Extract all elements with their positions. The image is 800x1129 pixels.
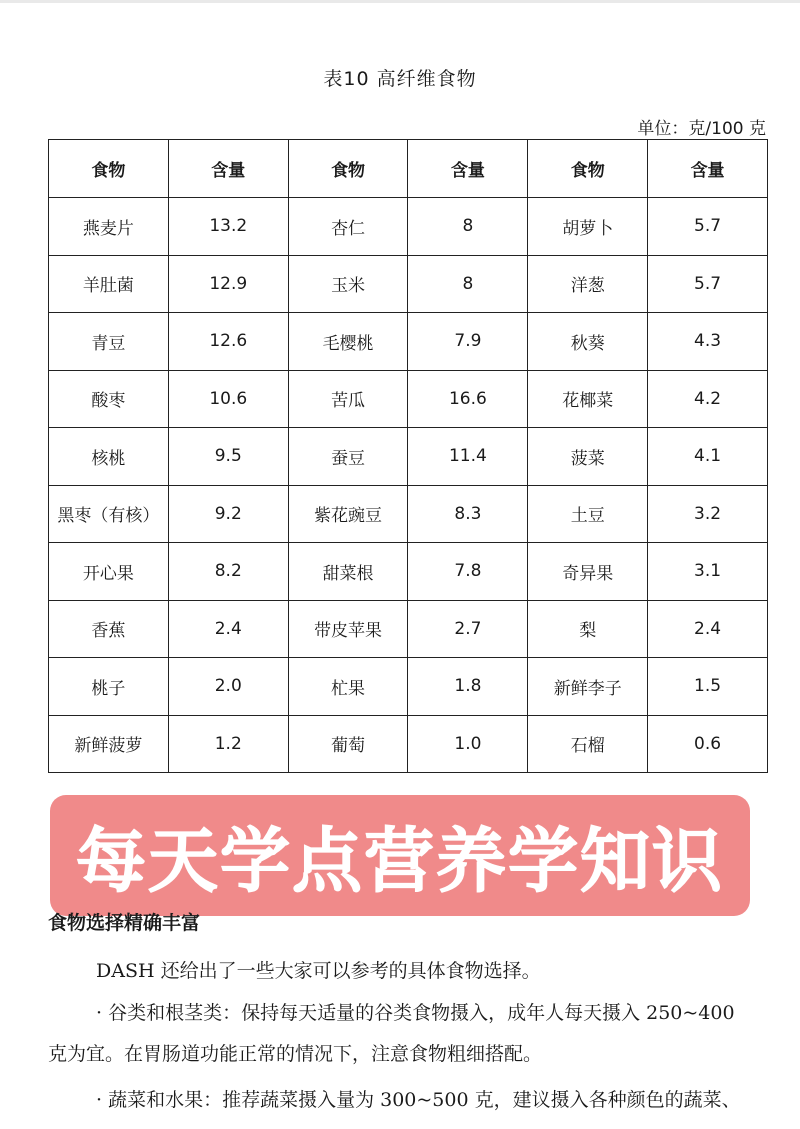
table-cell: 5.7 <box>648 198 768 256</box>
table-cell: 7.8 <box>408 543 528 601</box>
table-header-row <box>49 140 768 198</box>
table-cell: 土豆 <box>528 485 648 543</box>
table-cell: 黑枣（有核） <box>49 485 169 543</box>
table-cell: 13.2 <box>168 198 288 256</box>
table-cell: 8.3 <box>408 485 528 543</box>
table-cell: 青豆 <box>49 313 169 371</box>
table-cell: 梨 <box>528 600 648 658</box>
table-cell: 4.1 <box>648 428 768 486</box>
table-cell: 1.8 <box>408 658 528 716</box>
header-food-2: 食物 <box>288 140 408 198</box>
table-cell: 苦瓜 <box>288 370 408 428</box>
table-row <box>49 255 768 313</box>
table-cell: 杧果 <box>288 658 408 716</box>
table-cell: 玉米 <box>288 255 408 313</box>
header-amount-1: 含量 <box>168 140 288 198</box>
table-cell: 8.2 <box>168 543 288 601</box>
table-cell: 奇异果 <box>528 543 648 601</box>
table-row <box>49 715 768 773</box>
table-row <box>49 428 768 486</box>
table-cell: 菠菜 <box>528 428 648 486</box>
table-row <box>49 485 768 543</box>
fiber-table <box>48 139 768 773</box>
paragraph-intro: DASH 还给出了一些大家可以参考的具体食物选择。 <box>96 960 541 982</box>
table-cell: 2.0 <box>168 658 288 716</box>
table-cell: 香蕉 <box>49 600 169 658</box>
table-cell: 蚕豆 <box>288 428 408 486</box>
table-cell: 10.6 <box>168 370 288 428</box>
banner-overlay <box>50 795 750 916</box>
paragraph-grains-continued: 克为宜。在胃肠道功能正常的情况下，注意食物粗细搭配。 <box>48 1043 543 1065</box>
table-cell: 石榴 <box>528 715 648 773</box>
table-cell: 0.6 <box>648 715 768 773</box>
header-amount-2: 含量 <box>408 140 528 198</box>
table-cell: 新鲜李子 <box>528 658 648 716</box>
table-cell: 12.9 <box>168 255 288 313</box>
table-cell: 羊肚菌 <box>49 255 169 313</box>
table-cell: 紫花豌豆 <box>288 485 408 543</box>
table-cell: 胡萝卜 <box>528 198 648 256</box>
table-cell: 4.2 <box>648 370 768 428</box>
table-cell: 1.5 <box>648 658 768 716</box>
table-row <box>49 600 768 658</box>
table-cell: 4.3 <box>648 313 768 371</box>
table-cell: 3.2 <box>648 485 768 543</box>
table-cell: 7.9 <box>408 313 528 371</box>
table-cell: 花椰菜 <box>528 370 648 428</box>
table-cell: 带皮苹果 <box>288 600 408 658</box>
paragraph-grains: · 谷类和根茎类：保持每天适量的谷类食物摄入，成年人每天摄入 250~400 <box>96 1002 735 1024</box>
section-heading: 食物选择精确丰富 <box>48 912 201 934</box>
top-rule <box>0 0 800 3</box>
table-cell: 11.4 <box>408 428 528 486</box>
paragraph-vegetables: · 蔬菜和水果：推荐蔬菜摄入量为 300~500 克，建议摄入各种颜色的蔬菜、 <box>96 1089 741 1111</box>
table-cell: 1.2 <box>168 715 288 773</box>
table-cell: 新鲜菠萝 <box>49 715 169 773</box>
header-food-3: 食物 <box>528 140 648 198</box>
table-cell: 8 <box>408 255 528 313</box>
table-cell: 2.4 <box>648 600 768 658</box>
table-cell: 3.1 <box>648 543 768 601</box>
table-cell: 核桃 <box>49 428 169 486</box>
table-cell: 甜菜根 <box>288 543 408 601</box>
table-cell: 开心果 <box>49 543 169 601</box>
table-row <box>49 543 768 601</box>
table-cell: 秋葵 <box>528 313 648 371</box>
table-cell: 燕麦片 <box>49 198 169 256</box>
table-cell: 12.6 <box>168 313 288 371</box>
table-cell: 8 <box>408 198 528 256</box>
table-row <box>49 313 768 371</box>
table-row <box>49 198 768 256</box>
table-row <box>49 370 768 428</box>
table-cell: 2.7 <box>408 600 528 658</box>
table-cell: 16.6 <box>408 370 528 428</box>
table-cell: 洋葱 <box>528 255 648 313</box>
table-cell: 9.5 <box>168 428 288 486</box>
table-cell: 2.4 <box>168 600 288 658</box>
table-cell: 酸枣 <box>49 370 169 428</box>
table-row <box>49 658 768 716</box>
table-title: 表10 高纤维食物 <box>323 68 477 90</box>
unit-label: 单位：克/100 克 <box>637 119 766 139</box>
table-cell: 杏仁 <box>288 198 408 256</box>
table-cell: 葡萄 <box>288 715 408 773</box>
table-cell: 5.7 <box>648 255 768 313</box>
table-cell: 毛樱桃 <box>288 313 408 371</box>
header-amount-3: 含量 <box>648 140 768 198</box>
banner-text: 每天学点营养学知识 <box>76 820 724 902</box>
table-cell: 9.2 <box>168 485 288 543</box>
table-cell: 1.0 <box>408 715 528 773</box>
table-cell: 桃子 <box>49 658 169 716</box>
header-food-1: 食物 <box>49 140 169 198</box>
